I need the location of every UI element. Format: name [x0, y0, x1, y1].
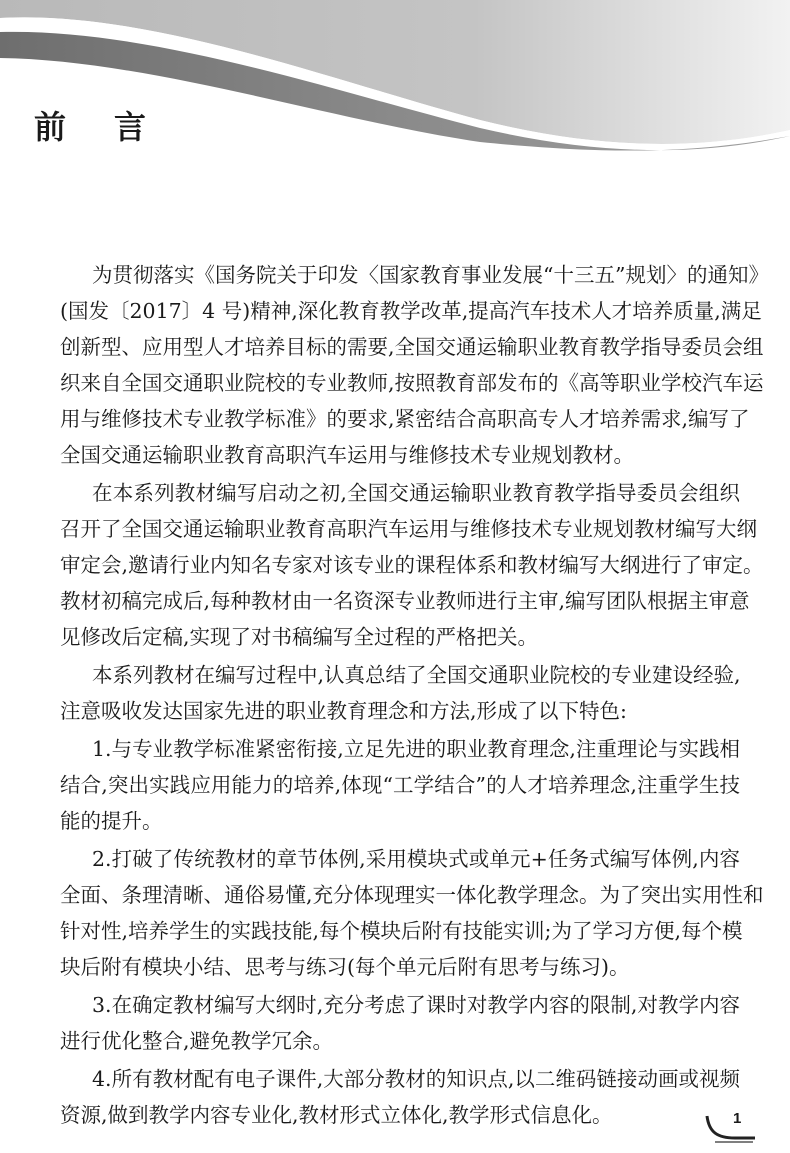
paragraph — [60, 257, 769, 473]
text-line: 全国交通运输职业教育高职汽车运用与维修技术专业规划教材。 — [60, 443, 634, 467]
text-line: 织来自全国交通职业院校的专业教师,按照教育部发布的《高等职业学校汽车运 — [60, 371, 764, 395]
text-line: (国发〔2017〕4 号)精神,深化教育教学改革,提高汽车技术人才培养质量,满足 — [60, 299, 762, 323]
text-line: 针对性,培养学生的实践技能,每个模块后附有技能实训;为了学习方便,每个模 — [60, 919, 743, 943]
title-char: 前 — [34, 108, 67, 146]
text-line: 结合,突出实践应用能力的培养,体现“工学结合”的人才培养理念,注重学生技 — [60, 773, 740, 797]
text-line: 块后附有模块小结、思考与练习(每个单元后附有思考与练习)。 — [60, 955, 630, 979]
text-line: 本系列教材在编写过程中,认真总结了全国交通职业院校的专业建设经验, — [92, 663, 741, 687]
page-title — [34, 102, 146, 148]
text-line: 进行优化整合,避免教学冗余。 — [60, 1029, 334, 1053]
preface-body — [60, 257, 769, 1135]
paragraph — [60, 475, 764, 655]
list-item — [60, 731, 740, 839]
text-line: 3.在确定教材编写大纲时,充分考虑了课时对教学内容的限制,对教学内容 — [92, 993, 740, 1017]
list-item — [60, 1061, 740, 1133]
text-line: 全面、条理清晰、通俗易懂,充分体现理实一体化教学理念。为了突出实用性和 — [60, 883, 764, 907]
title-char: 言 — [114, 108, 147, 146]
list-item — [60, 987, 740, 1059]
text-line: 注意吸收发达国家先进的职业教育理念和方法,形成了以下特色: — [60, 699, 627, 723]
text-line: 资源,做到教学内容专业化,教材形式立体化,教学形式信息化。 — [60, 1103, 613, 1127]
text-line: 教材初稿完成后,每种教材由一名资深专业教师进行主审,编写团队根据主审意 — [60, 589, 750, 613]
text-line: 审定会,邀请行业内知名专家对该专业的课程体系和教材编写大纲进行了审定。 — [60, 553, 764, 577]
text-line: 4.所有教材配有电子课件,大部分教材的知识点,以二维码链接动画或视频 — [92, 1067, 740, 1091]
text-line: 召开了全国交通运输职业教育高职汽车运用与维修技术专业规划教材编写大纲 — [60, 517, 757, 541]
page-number: 1 — [733, 1110, 742, 1127]
text-line: 为贯彻落实《国务院关于印发〈国家教育事业发展“十三五”规划〉的通知》 — [92, 263, 769, 287]
list-item — [60, 841, 764, 985]
text-line: 在本系列教材编写启动之初,全国交通运输职业教育教学指导委员会组织 — [92, 481, 740, 505]
text-line: 创新型、应用型人才培养目标的需要,全国交通运输职业教育教学指导委员会组 — [60, 335, 764, 359]
text-line: 1.与专业教学标准紧密衔接,立足先进的职业教育理念,注重理论与实践相 — [92, 737, 740, 761]
page-number-ornament-icon — [705, 1108, 757, 1144]
text-line: 见修改后定稿,实现了对书稿编写全过程的严格把关。 — [60, 625, 539, 649]
text-line: 2.打破了传统教材的章节体例,采用模块式或单元+任务式编写体例,内容 — [92, 847, 740, 871]
text-line: 用与维修技术专业教学标准》的要求,紧密结合高职高专人才培养需求,编写了 — [60, 407, 750, 431]
text-line: 能的提升。 — [60, 809, 163, 833]
paragraph — [60, 657, 740, 729]
